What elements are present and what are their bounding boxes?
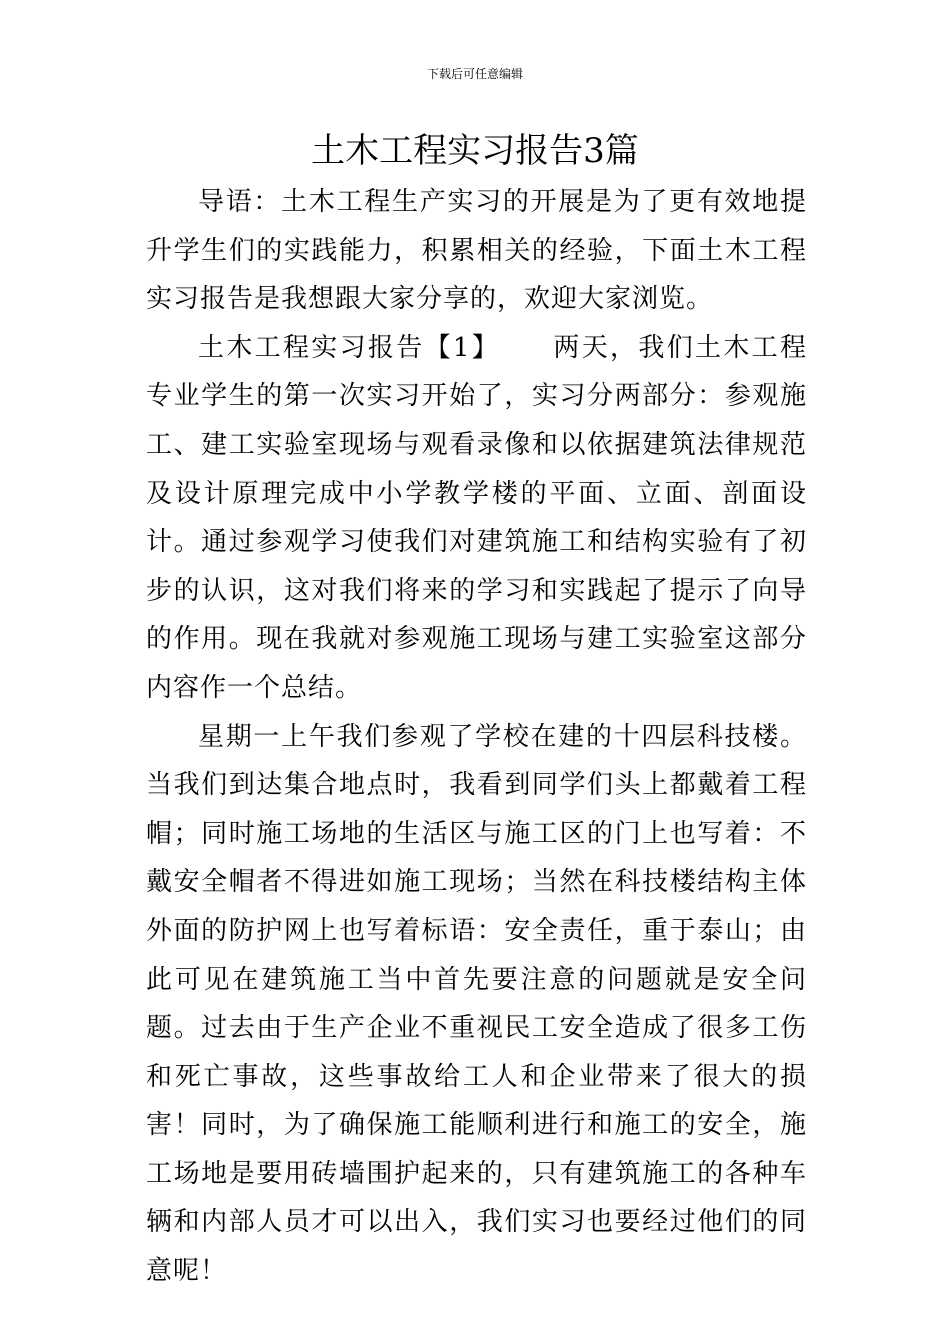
document-title: 土木工程实习报告3篇 [311, 131, 639, 171]
intro-paragraph: 导语：土木工程生产实习的开展是为了更有效地提升学生们的实践能力，积累相关的经验，下面土木工程实习报告是我想跟大家分享的，欢迎大家浏览。 [146, 187, 807, 315]
document-body [146, 178, 807, 1296]
page-header-note: 下载后可任意编辑 [426, 67, 523, 81]
section1-heading: 土木工程实习报告【1】 [198, 332, 501, 363]
section1-paragraph [146, 324, 807, 713]
paragraph-3: 星期一上午我们参观了学校在建的十四层科技楼。当我们到达集合地点时，我看到同学们头上都戴着工程帽；同时施工场地的生活区与施工区的门上也写着：不戴安全帽者不得进如施工现场；当然在科技楼结构主体外面的防护网上也写着标语：安全责任，重于泰山；由此可见在建筑施工当中首先要注意的问题就是安全问题。过去由于生产企业不重视民工安全造成了很多工伤和死亡事故，这些事故给工人和企业带来了很大的损害！同时，为了确保施工能顺利进行和施工的安全，施工场地是要用砖墙围护起来的，只有建筑施工的各种车辆和内部人员才可以出入，我们实习也要经过他们的同意呢！ [146, 721, 807, 1287]
section1-text: 两天，我们土木工程专业学生的第一次实习开始了，实习分两部分：参观施工、建工实验室现场与观看录像和以依据建筑法律规范及设计原理完成中小学教学楼的平面、立面、剖面设计。通过参观学习使我们对建筑施工和结构实验有了初步的认识，这对我们将来的学习和实践起了提示了向导的作用。现在我就对参观施工现场与建工实验室这部分内容作一个总结。 [146, 332, 807, 703]
